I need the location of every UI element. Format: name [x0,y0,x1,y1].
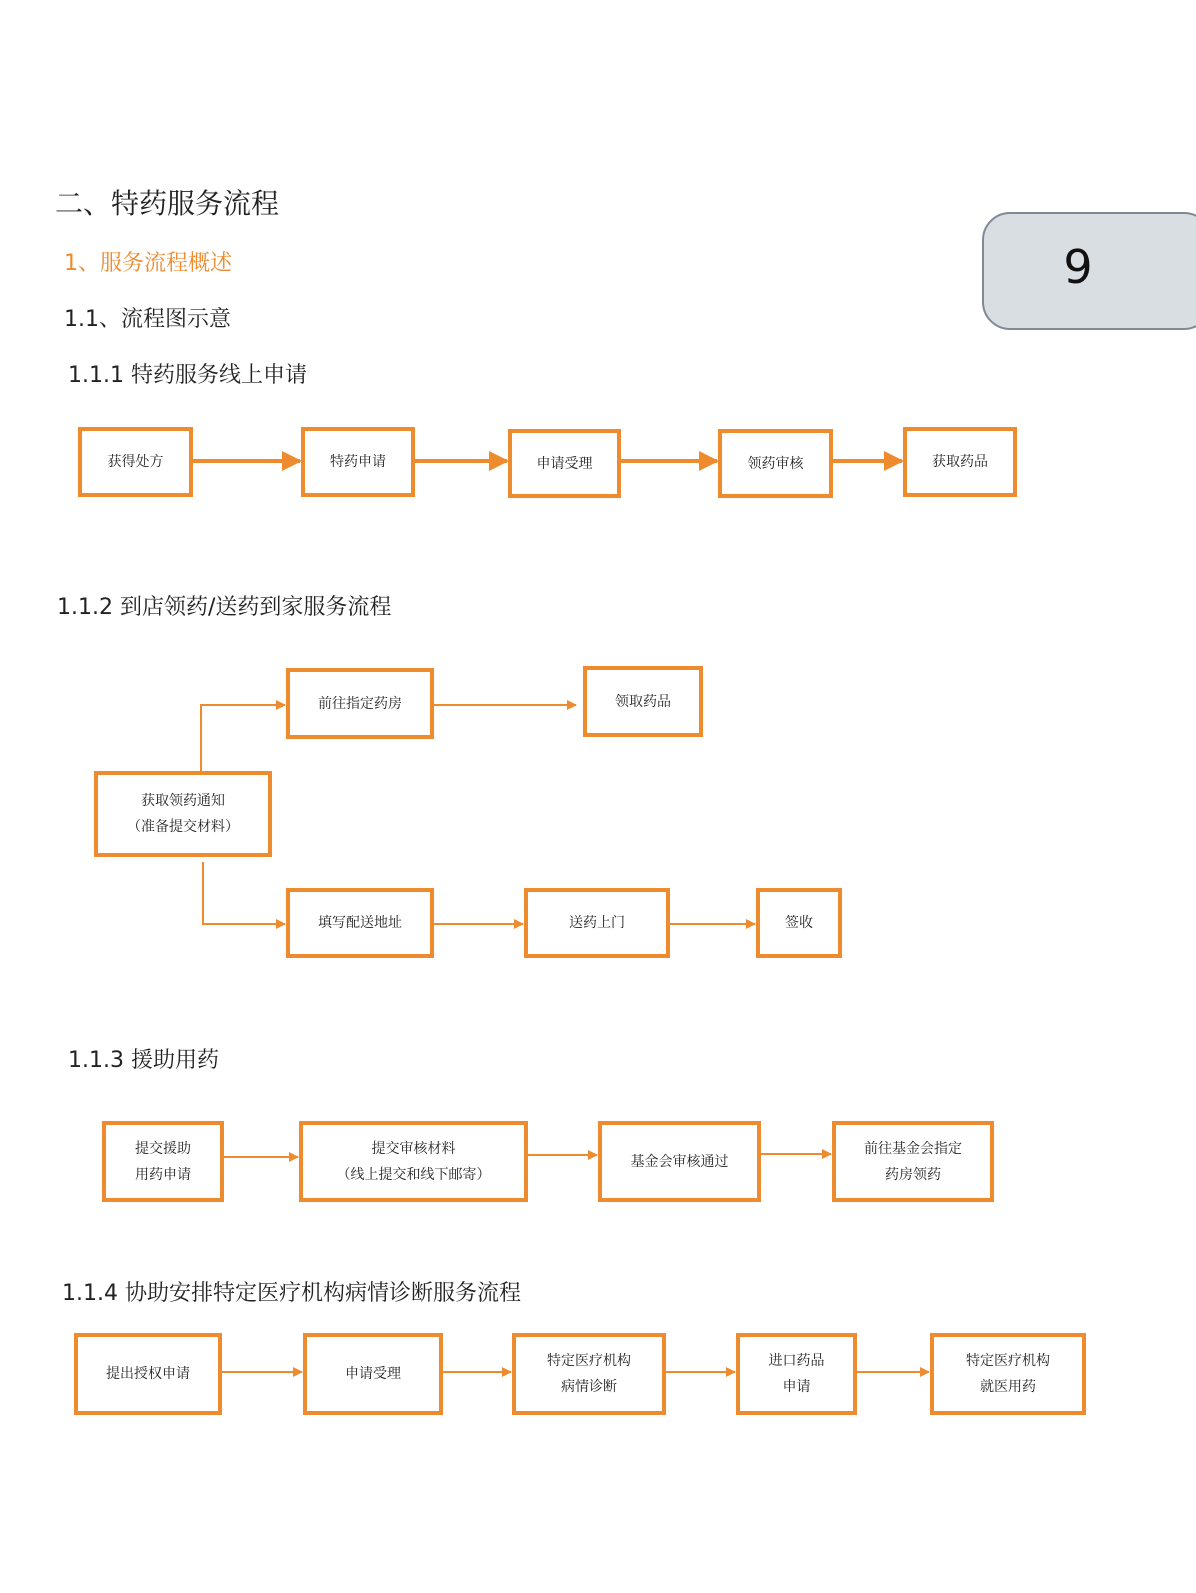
flow1-heading: 1.1.1 特药服务线上申请 [68,363,307,388]
flow2-heading: 1.1.2 到店领药/送药到家服务流程 [57,595,392,620]
flow4-node: 进口药品 申请 [736,1333,857,1415]
flow1-node: 特药申请 [301,427,415,497]
branch-arrow-up [201,705,285,772]
flow3-node: 前往基金会指定 药房领药 [832,1121,994,1202]
flow3-heading: 1.1.3 援助用药 [68,1048,219,1073]
flow4-node: 提出授权申请 [74,1333,222,1415]
flow2-node: 填写配送地址 [286,888,434,958]
flow4-node: 申请受理 [303,1333,443,1415]
flow3-node: 提交援助 用药申请 [102,1121,224,1202]
flow3-node: 基金会审核通过 [598,1121,761,1202]
page-number: 9 [1063,240,1093,294]
flow2-node: 前往指定药房 [286,668,434,739]
flow2-node: 领取药品 [583,666,703,737]
section-subtitle: 1、服务流程概述 [64,251,232,276]
flow1-node: 获取药品 [903,427,1017,497]
branch-arrow-down [203,862,285,924]
flow2-start-node: 获取领药通知 （准备提交材料） [94,771,272,857]
flow4-heading: 1.1.4 协助安排特定医疗机构病情诊断服务流程 [62,1281,521,1306]
flow4-node: 特定医疗机构 就医用药 [930,1333,1086,1415]
document-title: 二、特药服务流程 [55,187,280,220]
flow3-node: 提交审核材料 （线上提交和线下邮寄） [299,1121,528,1202]
flow1-node: 获得处方 [78,427,193,497]
section-heading: 1.1、流程图示意 [64,307,231,332]
flow2-node: 送药上门 [524,888,670,958]
flow4-node: 特定医疗机构 病情诊断 [512,1333,666,1415]
flow1-node: 申请受理 [508,429,621,498]
flow2-node: 签收 [756,888,842,958]
flow1-node: 领药审核 [718,429,833,498]
